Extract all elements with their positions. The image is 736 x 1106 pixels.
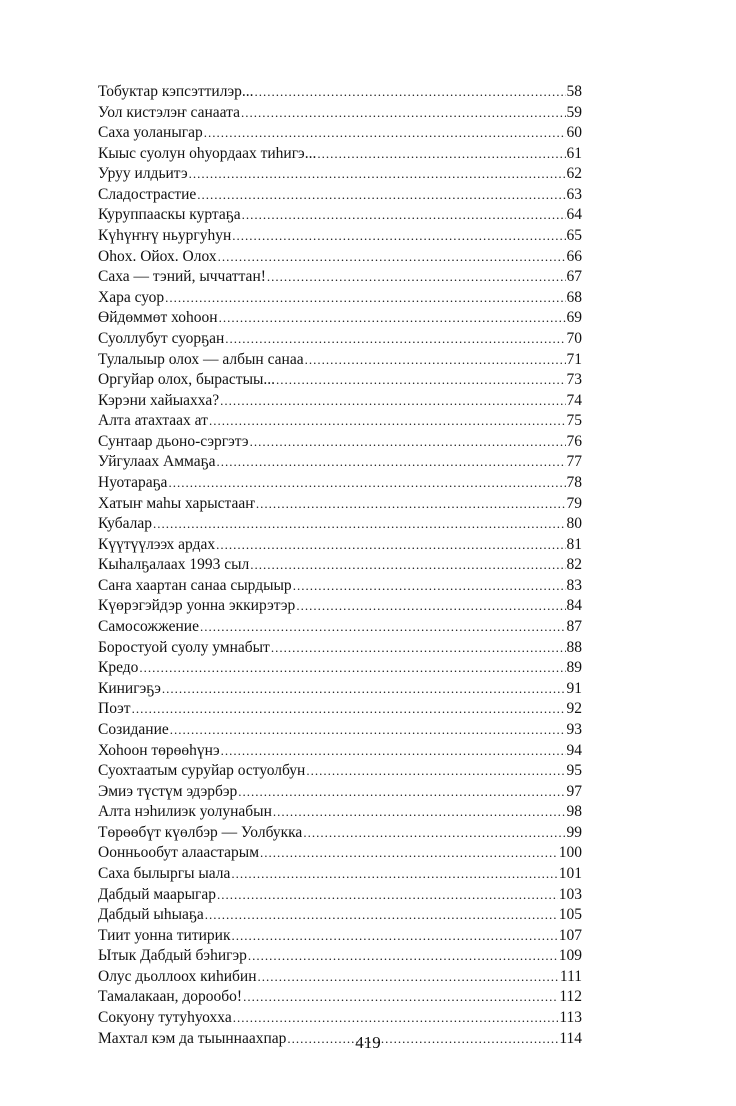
toc-entry: [98, 967, 582, 988]
dot-leader: [218, 247, 566, 268]
toc-entry-title: Кредо: [98, 659, 139, 677]
toc-entry-page: 93: [566, 720, 582, 738]
toc-entry-page: 113: [559, 1009, 582, 1027]
toc-entry-page: 92: [566, 700, 582, 718]
toc-entry-title: Кэрэни хайыахха?: [98, 391, 220, 409]
toc-entry-title: Төрөөбүт күөлбэр — Уолбукка: [98, 823, 303, 841]
toc-entry-title: Тамалакаан, дорообо!: [98, 988, 243, 1006]
toc-entry-page: 58: [566, 83, 582, 100]
toc-entry-page: 77: [566, 453, 582, 471]
toc-entry-page: 103: [558, 885, 582, 903]
toc-entry: [98, 782, 582, 803]
toc-entry-title: Оонньообут алаастарым: [98, 844, 260, 862]
toc-entry: [98, 720, 582, 741]
toc-entry-page: 87: [566, 618, 582, 636]
toc-entry-title: Өйдөммөт хоһоон: [98, 309, 218, 327]
toc-entry: [98, 123, 582, 144]
toc-entry-page: 74: [566, 391, 582, 409]
dot-leader: [189, 164, 566, 185]
toc-entry-title: Ытык Дабдый бэһигэр: [98, 947, 247, 965]
toc-entry-title: Уол кистэлэҥ санаата: [98, 103, 240, 121]
toc-entry-title: Кинигэҕэ: [98, 679, 161, 697]
toc-entry-title: Суохтаатым суруйар остуолбун: [98, 762, 306, 780]
toc-entry-page: 79: [566, 494, 582, 512]
toc-entry-page: 111: [559, 967, 582, 985]
dot-leader: [132, 699, 566, 720]
toc-entry: [98, 288, 582, 309]
toc-entry: [98, 864, 582, 885]
toc-entry-title: Хатыҥ маһы харыстааҥ: [98, 494, 255, 512]
toc-entry: [98, 987, 582, 1008]
toc-entry-title: Оргуйар олох, бырастыы...: [98, 371, 276, 389]
toc-entry: [98, 802, 582, 823]
toc-entry-page: 97: [566, 782, 582, 800]
dot-leader: [317, 144, 565, 165]
toc-entry-page: 65: [566, 227, 582, 245]
dot-leader: [250, 432, 566, 453]
toc-entry: [98, 267, 582, 288]
dot-leader: [216, 535, 565, 556]
toc-entry-title: Күүтүүлээх ардах: [98, 535, 216, 553]
toc-entry-page: 114: [559, 1029, 582, 1047]
dot-leader: [238, 782, 565, 803]
toc-entry-page: 88: [566, 638, 582, 656]
toc-entry-page: 59: [566, 103, 582, 121]
dot-leader: [256, 494, 566, 515]
toc-entry-title: Кыыс суолун оһуордаах тиһигэ...: [98, 144, 317, 162]
toc-entry-page: 73: [566, 371, 582, 389]
toc-entry-title: Созидание: [98, 720, 169, 738]
toc-entry-page: 67: [566, 268, 582, 286]
toc-entry-page: 112: [559, 988, 582, 1006]
toc-entry: [98, 226, 582, 247]
dot-leader: [200, 617, 566, 638]
toc-entry-page: 89: [566, 659, 582, 677]
toc-entry-title: Поэт: [98, 700, 131, 718]
dot-leader: [233, 1008, 559, 1029]
toc-entry-title: Самосожжение: [98, 618, 199, 636]
toc-entry-title: Дабдый ыһыаҕа: [98, 906, 204, 924]
toc-entry-page: 64: [566, 206, 582, 224]
toc-entry-title: Сладострастие: [98, 185, 197, 203]
toc-entry: [98, 638, 582, 659]
toc-entry: [98, 329, 582, 350]
toc-entry: [98, 494, 582, 515]
toc-entry: [98, 185, 582, 206]
dot-leader: [168, 473, 565, 494]
toc-entry: [98, 473, 582, 494]
dot-leader: [165, 288, 565, 309]
dot-leader: [255, 82, 566, 103]
toc-entry: [98, 761, 582, 782]
toc-entry-title: Саха былыргы ыала: [98, 864, 231, 882]
dot-leader: [204, 123, 566, 144]
dot-leader: [232, 226, 565, 247]
toc-entry: [98, 823, 582, 844]
toc-entry-page: 107: [558, 926, 582, 944]
toc-entry-title: Сокуону тутуһуохха: [98, 1009, 232, 1027]
toc-entry-page: 66: [566, 247, 582, 265]
dot-leader: [258, 967, 559, 988]
toc-entry: [98, 658, 582, 679]
toc-entry-page: 94: [566, 741, 582, 759]
toc-entry: [98, 926, 582, 947]
toc-entry-page: 76: [566, 432, 582, 450]
toc-entry-title: Олус дьоллоох киһибин: [98, 967, 257, 985]
toc-entry-page: 100: [558, 844, 582, 862]
toc-entry-title: Күөрэгэйдэр уонна эккирэтэр: [98, 597, 296, 615]
dot-leader: [273, 802, 566, 823]
toc-entry-page: 80: [566, 515, 582, 533]
toc-entry-page: 63: [566, 185, 582, 203]
page-number: 419: [355, 1033, 381, 1052]
dot-leader: [217, 452, 566, 473]
toc-entry: [98, 103, 582, 124]
dot-leader: [205, 905, 558, 926]
toc-entry-title: Нуотараҕа: [98, 473, 168, 491]
toc-entry: [98, 82, 582, 103]
toc-entry: [98, 555, 582, 576]
dot-leader: [241, 103, 566, 124]
dot-leader: [220, 391, 565, 412]
toc-entry: [98, 905, 582, 926]
toc-entry-page: 71: [566, 350, 582, 368]
toc-entry: [98, 432, 582, 453]
toc-entry-page: 101: [558, 864, 582, 882]
dot-leader: [221, 741, 566, 762]
dot-leader: [271, 638, 566, 659]
toc-entry-title: Хара суор: [98, 288, 165, 306]
toc-entry-title: Тулалыыр олох — албын санаа: [98, 350, 304, 368]
dot-leader: [293, 576, 566, 597]
toc-entry-page: 81: [566, 535, 582, 553]
dot-leader: [232, 926, 558, 947]
toc-entry-title: Хоһоон төрөөһүнэ: [98, 741, 220, 759]
toc-entry: [98, 164, 582, 185]
dot-leader: [153, 514, 566, 535]
dot-leader: [170, 720, 566, 741]
dot-leader: [219, 308, 566, 329]
dot-leader: [209, 411, 566, 432]
toc-entry-title: Оhox. Ойох. Олох: [98, 247, 217, 265]
dot-leader: [296, 596, 565, 617]
toc-entry-page: 109: [558, 947, 582, 965]
dot-leader: [276, 370, 565, 391]
dot-leader: [248, 946, 558, 967]
toc-entry-page: 105: [558, 906, 582, 924]
toc-entry-title: Сунтаар дьоно-сэргэтэ: [98, 432, 249, 450]
toc-entry-title: Уйгулаах Аммаҕа: [98, 453, 216, 471]
toc-entry-title: Саха — тэний, ыччаттан!: [98, 268, 266, 286]
toc-entry: [98, 308, 582, 329]
dot-leader: [267, 267, 566, 288]
toc-entry-title: Уруу илдьитэ: [98, 165, 188, 183]
toc-entry: [98, 452, 582, 473]
dot-leader: [217, 885, 558, 906]
toc-entry-title: Эмиэ түстүм эдэрбэр: [98, 782, 238, 800]
table-of-contents: [98, 82, 582, 1049]
toc-entry: [98, 576, 582, 597]
dot-leader: [305, 350, 566, 371]
dot-leader: [231, 864, 557, 885]
toc-entry-page: 75: [566, 412, 582, 430]
toc-entry-page: 68: [566, 288, 582, 306]
toc-entry: [98, 946, 582, 967]
toc-entry-title: Тиит уонна титирик: [98, 926, 231, 944]
dot-leader: [250, 555, 565, 576]
toc-entry-page: 61: [566, 144, 582, 162]
toc-entry-page: 70: [566, 329, 582, 347]
toc-entry-page: 83: [566, 576, 582, 594]
dot-leader: [243, 987, 558, 1008]
toc-entry-title: Махтал кэм да тыыннаахпар: [98, 1029, 287, 1047]
toc-entry-page: 91: [566, 679, 582, 697]
toc-entry: [98, 144, 582, 165]
toc-entry: [98, 391, 582, 412]
dot-leader: [225, 329, 565, 350]
toc-entry-title: Кыһалҕалаах 1993 сыл: [98, 556, 250, 574]
dot-leader: [162, 679, 566, 700]
toc-entry-page: 62: [566, 165, 582, 183]
dot-leader: [197, 185, 565, 206]
toc-entry: [98, 411, 582, 432]
toc-entry-page: 82: [566, 556, 582, 574]
dot-leader: [139, 658, 565, 679]
toc-entry: [98, 205, 582, 226]
dot-leader: [303, 823, 565, 844]
toc-entry-page: 98: [566, 803, 582, 821]
toc-entry-page: 78: [566, 473, 582, 491]
toc-entry: [98, 699, 582, 720]
toc-entry: [98, 885, 582, 906]
toc-entry-page: 60: [566, 124, 582, 142]
toc-entry: [98, 370, 582, 391]
dot-leader: [242, 205, 566, 226]
toc-entry: [98, 514, 582, 535]
toc-entry-page: 99: [566, 823, 582, 841]
dot-leader: [306, 761, 565, 782]
toc-entry-title: Күһүҥҥү ньургуһун: [98, 227, 232, 245]
toc-entry-title: Саҥа хаартан санаа сырдыыр: [98, 576, 292, 594]
toc-entry: [98, 679, 582, 700]
toc-entry-title: Куруппааскы куртаҕа: [98, 206, 241, 224]
toc-entry-page: 69: [566, 309, 582, 327]
toc-entry: [98, 247, 582, 268]
toc-entry: [98, 617, 582, 638]
toc-entry-title: Саха уоланыгар: [98, 124, 203, 142]
toc-entry: [98, 350, 582, 371]
toc-entry: [98, 596, 582, 617]
toc-entry-title: Боростуой суолу умнабыт: [98, 638, 270, 656]
toc-entry-title: Алта нэһилиэк уолунабын: [98, 803, 272, 821]
toc-entry: [98, 741, 582, 762]
toc-entry-title: Суоллубут суорҕан: [98, 329, 225, 347]
dot-leader: [260, 843, 558, 864]
toc-entry-page: 95: [566, 762, 582, 780]
toc-entry: [98, 535, 582, 556]
toc-entry: [98, 1008, 582, 1029]
toc-entry-title: Тобуктар кэпсэттилэр...: [98, 83, 254, 100]
toc-entry-title: Кубалар: [98, 515, 152, 533]
toc-entry-title: Алта атахтаах ат: [98, 412, 208, 430]
toc-entry-title: Дабдый маарыгар: [98, 885, 217, 903]
toc-entry-page: 84: [566, 597, 582, 615]
toc-entry: [98, 843, 582, 864]
